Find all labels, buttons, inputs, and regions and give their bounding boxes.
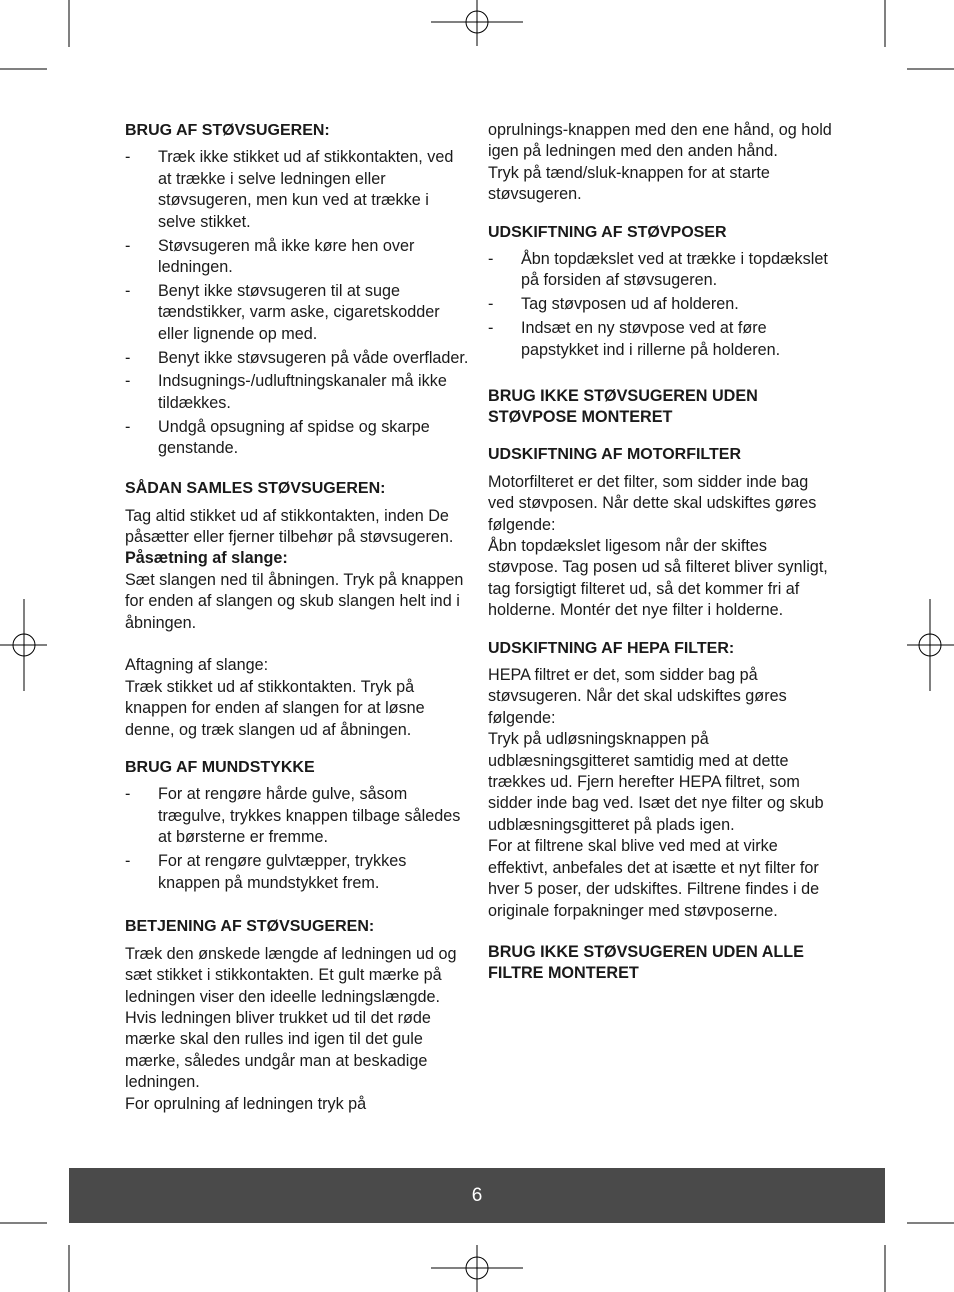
operation-text: Træk den ønskede længde af ledningen ud og sæt stikket i stikkontakten. Et gult mærke på ledningen viser den ideelle ledningslængde. Hvis ledningen bliver trukket ud til det røde mærke skal den rulles ind igen til det gule mærke, således undgår man at beskadige ledningen. [125, 944, 457, 1092]
warning-no-filters: BRUG IKKE STØVSUGEREN UDEN ALLE FILTRE MONTERET [488, 942, 804, 983]
motor-filter-intro: Motorfilteret er det filter, som sidder inde bag ved støvposen. Når dette skal udskiftes gøres følgende: [488, 472, 817, 534]
list-item: - Indsugnings-/udluftningskanaler må ikke tildækkes. [125, 372, 447, 412]
list-item: - Træk ikke stikket ud af stikkontakten, ved at trække i selve ledningen eller støvsugeren, men kun ved at trække i selve stikket. [125, 148, 454, 231]
heading-assembly: SÅDAN SAMLES STØVSUGEREN: [125, 480, 386, 498]
assembly-intro: Tag altid stikket ud af stikkontakten, inden De påsætter eller fjerner tilbehør på støvsugeren. [125, 506, 454, 546]
hepa-advice: For at filtrene skal blive ved med at virke effektivt, anbefales det at isætte et nyt filter for hver 5 poser, der udskiftes. Filtrene findes i de originale forpakninger med støvposerne. [488, 837, 820, 920]
warning-no-dustbag: BRUG IKKE STØVSUGEREN UDEN STØVPOSE MONTERET [488, 386, 758, 426]
list-item: - Undgå opsugning af spidse og skarpe genstande. [125, 417, 430, 458]
heading-hepa-filter: UDSKIFTNING AF HEPA FILTER: [488, 639, 735, 657]
list-item: - Åbn topdækslet ved at trække i topdækslet på forsiden af støvsugeren. [488, 250, 828, 290]
dustbag-list [488, 249, 833, 361]
subheading-attach-hose: Påsætning af slange: [125, 549, 288, 568]
list-item: - For at rengøre gulvtæpper, trykkes knappen på mundstykket frem. [125, 852, 407, 892]
page-footer [69, 1168, 885, 1223]
heading-operation: BETJENING AF STØVSUGEREN: [125, 918, 375, 936]
list-item: - Benyt ikke støvsugeren til at suge tændstikker, varm aske, cigaretskodder eller lignende op med. [125, 281, 440, 343]
operation-text-continued: For oprulning af ledningen tryk på [125, 1094, 367, 1113]
hepa-steps: Tryk på udløsningsknappen på udblæsningsgitteret samtidig med at dette trækkes ud. Fjern herefter HEPA filtret, som sidder inde bag ved. Isæt det nye filter og skub udblæsningsgitteret på plads igen. [488, 730, 824, 834]
attach-hose-text: Sæt slangen ned til åbningen. Tryk på knappen for enden af slangen og skub slangen helt ind i åbningen. [125, 570, 464, 632]
registration-mark-right [907, 599, 954, 691]
registration-mark-top [431, 0, 523, 46]
page-number: 6 [471, 1184, 483, 1206]
operation-start-text: Tryk på tænd/sluk-knappen for at starte støvsugeren. [488, 163, 770, 204]
motor-filter-steps: Åbn topdækslet ligesom når der skiftes støvpose. Tag posen ud så filteret bliver synligt, tag forsigtigt filteret ud, så det kommer fri af holderne. Montér det nye filter i holderne. [488, 537, 828, 620]
list-item: - Benyt ikke støvsugeren på våde overflader. [125, 348, 469, 367]
right-column [488, 120, 833, 985]
nozzle-list [125, 784, 470, 894]
heading-usage: BRUG AF STØVSUGEREN: [125, 122, 330, 139]
list-item: - Støvsugeren må ikke køre hen over ledningen. [125, 236, 415, 276]
list-item: - Indsæt en ny støvpose ved at føre papstykket ind i rillerne på holderen. [488, 319, 781, 359]
registration-mark-left [0, 599, 47, 691]
usage-list [125, 147, 470, 459]
list-item: - Tag støvposen ud af holderen. [488, 295, 739, 314]
hepa-intro: HEPA filtret er det, som sidder bag på støvsugeren. Når det skal udskiftes gøres følgende: [488, 666, 787, 727]
left-column [125, 120, 470, 1115]
list-item: - For at rengøre hårde gulve, såsom trægulve, trykkes knappen tilbage således at børsterne er fremme. [125, 785, 461, 847]
heading-nozzle: BRUG AF MUNDSTYKKE [125, 758, 315, 776]
subheading-remove-hose: Aftagning af slange: [125, 656, 269, 675]
heading-motor-filter: UDSKIFTNING AF MOTORFILTER [488, 446, 742, 464]
registration-mark-bottom [431, 1245, 523, 1292]
remove-hose-text: Træk stikket ud af stikkontakten. Tryk på knappen for enden af slangen for at løsne denne, og træk slangen ud af åbningen. [125, 677, 425, 739]
operation-continuation: oprulnings-knappen med den ene hånd, og hold igen på ledningen med den anden hånd. [488, 121, 832, 161]
heading-dustbags: UDSKIFTNING AF STØVPOSER [488, 223, 727, 241]
